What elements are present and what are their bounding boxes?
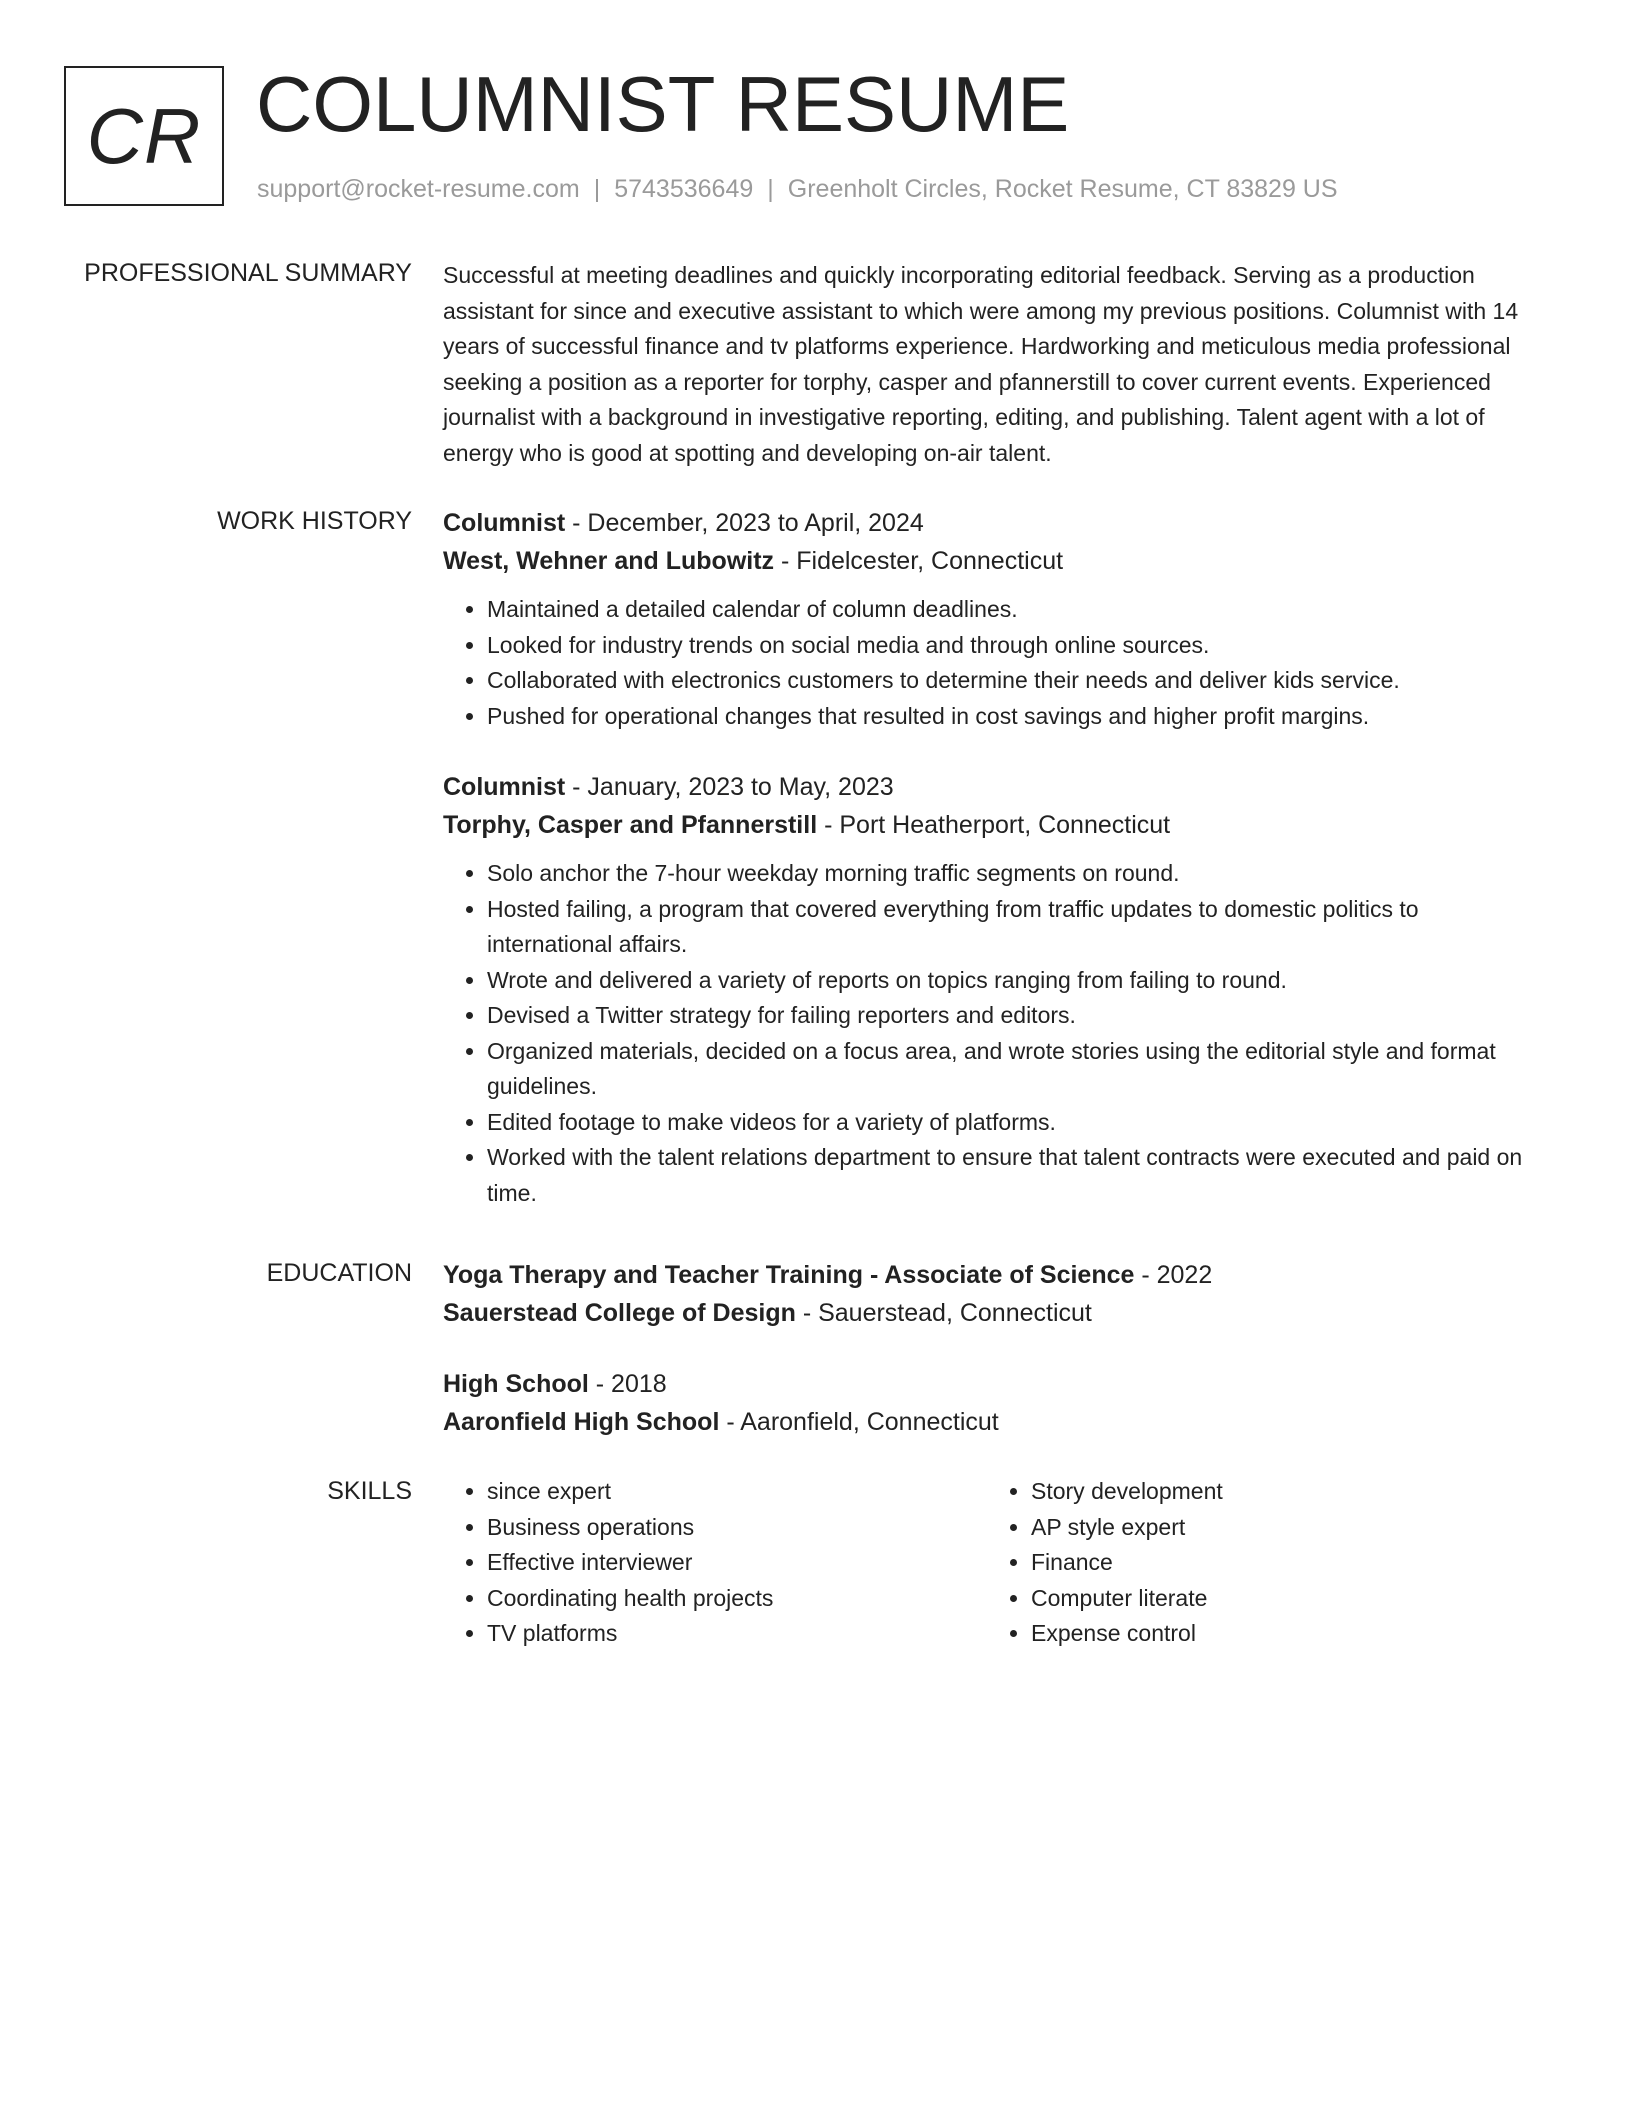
job-company-line <box>443 806 1543 844</box>
skills-body <box>443 1474 1543 1652</box>
contact-separator: | <box>593 175 601 203</box>
job-entry <box>443 768 1543 1211</box>
education-entry <box>443 1256 1543 1332</box>
list-item: • Edited footage to make videos for a variety of platforms. <box>487 1105 1543 1141</box>
skill-item: • Story development <box>1031 1474 1531 1510</box>
skill-item: • Coordinating health projects <box>487 1581 987 1617</box>
work-history-heading: WORK HISTORY <box>217 507 412 535</box>
list-item: • Organized materials, decided on a focus area, and wrote stories using the editorial style and format guidelines. <box>487 1034 1543 1105</box>
skill-item: • TV platforms <box>487 1616 987 1652</box>
skill-item: • since expert <box>487 1474 987 1510</box>
education-school-line <box>443 1294 1543 1332</box>
education-year: - 2018 <box>588 1370 667 1398</box>
work-history-body <box>443 504 1543 1211</box>
job-company-line <box>443 542 1543 580</box>
summary-heading: PROFESSIONAL SUMMARY <box>84 259 412 287</box>
list-item: • Looked for industry trends on social media and through online sources. <box>487 628 1543 664</box>
job-company: West, Wehner and Lubowitz <box>443 547 775 575</box>
job-bullets <box>443 856 1543 1211</box>
contact-email: support@rocket-resume.com <box>257 175 580 203</box>
resume-title: COLUMNIST RESUME <box>256 60 1070 148</box>
job-company: Torphy, Casper and Pfannerstill <box>443 811 818 839</box>
contact-line <box>257 172 1338 206</box>
job-title: Columnist <box>443 773 566 801</box>
skill-item: • Business operations <box>487 1510 987 1546</box>
summary-body <box>443 258 1543 471</box>
list-item: • Wrote and delivered a variety of reports on topics ranging from failing to round. <box>487 963 1543 999</box>
skill-item: • Expense control <box>1031 1616 1531 1652</box>
skill-item: • Effective interviewer <box>487 1545 987 1581</box>
skills-column-right <box>987 1474 1531 1652</box>
education-year: - 2022 <box>1134 1261 1213 1289</box>
education-heading: EDUCATION <box>266 1259 412 1287</box>
job-dates: - January, 2023 to May, 2023 <box>565 773 894 801</box>
education-location: - Aaronfield, Connecticut <box>719 1408 999 1436</box>
education-degree-line <box>443 1256 1543 1294</box>
skill-item: • Finance <box>1031 1545 1531 1581</box>
skills-column-left <box>443 1474 987 1652</box>
list-item: • Collaborated with electronics customers to determine their needs and deliver kids service. <box>487 663 1543 699</box>
skills-columns <box>443 1474 1543 1652</box>
job-dates: - December, 2023 to April, 2024 <box>565 509 924 537</box>
monogram-logo: CR <box>64 66 224 206</box>
education-degree-line <box>443 1365 1543 1403</box>
job-title-line <box>443 504 1543 542</box>
list-item: • Devised a Twitter strategy for failing reporters and editors. <box>487 998 1543 1034</box>
list-item: • Pushed for operational changes that resulted in cost savings and higher profit margins. <box>487 699 1543 735</box>
contact-phone: 5743536649 <box>614 175 754 203</box>
job-title-line <box>443 768 1543 806</box>
list-item: • Worked with the talent relations department to ensure that talent contracts were executed and paid on time. <box>487 1140 1543 1211</box>
education-location: - Sauerstead, Connecticut <box>795 1299 1092 1327</box>
education-degree: Yoga Therapy and Teacher Training - Associate of Science <box>443 1261 1135 1289</box>
list-item: • Solo anchor the 7-hour weekday morning traffic segments on round. <box>487 856 1543 892</box>
skills-list <box>443 1474 987 1652</box>
job-location: - Fidelcester, Connecticut <box>774 547 1064 575</box>
education-entry <box>443 1365 1543 1441</box>
skills-list <box>987 1474 1531 1652</box>
education-school: Sauerstead College of Design <box>443 1299 796 1327</box>
contact-separator: | <box>767 175 774 203</box>
contact-address: Greenholt Circles, Rocket Resume, CT 83829 US <box>787 175 1338 203</box>
skill-item: • Computer literate <box>1031 1581 1531 1617</box>
job-bullets <box>443 592 1543 734</box>
job-entry <box>443 504 1543 734</box>
job-location: - Port Heatherport, Connecticut <box>817 811 1171 839</box>
job-title: Columnist <box>443 509 566 537</box>
summary-text: Successful at meeting deadlines and quickly incorporating editorial feedback. Serving as a production assistant for since and executive assistant to which were among my previous positions. Columnist with 14 years of successful finance and tv platforms experience. Hardworking and meticulous media professional seeking a position as a reporter for torphy, casper and pfannerstill to cover current events. Experienced journalist with a background in investigative reporting, editing, and publishing. Talent agent with a lot of energy who is good at spotting and developing on-air talent. <box>443 262 1519 466</box>
list-item: • Hosted failing, a program that covered everything from traffic updates to domestic politics to international affairs. <box>487 892 1543 963</box>
list-item: • Maintained a detailed calendar of column deadlines. <box>487 592 1543 628</box>
education-degree: High School <box>443 1370 589 1398</box>
skills-heading: SKILLS <box>327 1477 412 1505</box>
education-school: Aaronfield High School <box>443 1408 720 1436</box>
skill-item: • AP style expert <box>1031 1510 1531 1546</box>
education-body <box>443 1256 1543 1441</box>
education-school-line <box>443 1403 1543 1441</box>
